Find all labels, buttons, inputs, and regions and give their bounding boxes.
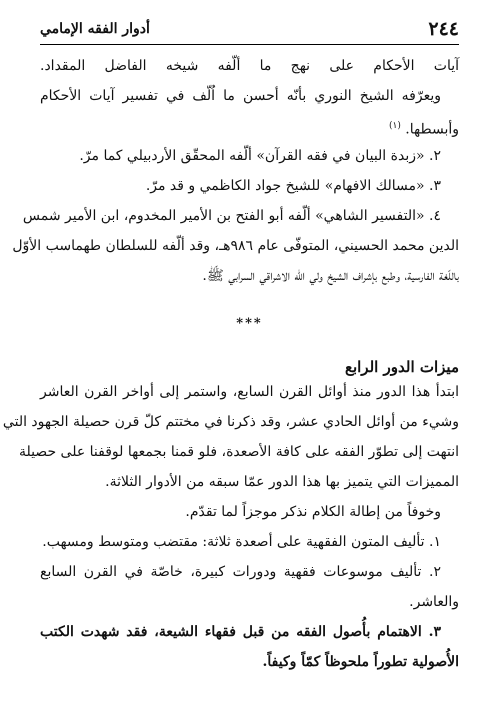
text-line: المميزات التي يتميز بها هذا الدور عمّا سبقه من الأدوار الثلاثة. [105,474,459,490]
list-item: ٢. تأليف موسوعات فقهية ودورات كبيرة، خاصّة في القرن السابع [40,564,441,580]
text-line: آيات الأحكام على نهج ما ألّفه شيخه الفاضل المقداد. [40,58,459,74]
list-item: ١. تأليف المتون الفقهية على أصعدة ثلاثة: مقتضب ومتوسط ومسهب. [42,534,441,550]
text-line [40,118,459,148]
text-line: ابتدأ هذا الدور منذ أوائل القرن السابع، واستمر إلى أواخر القرن العاشر [40,384,459,400]
list-item: ٢. «زبدة البيان في فقه القرآن» ألّفه المحقّق الأردبيلي كما مرّ. [79,148,441,164]
text-line: وشيء من أوائل الحادي عشر، وقد ذكرنا في مختتم كلّ قرن حصيلة الجهود التي [2,414,459,430]
section-separator: *** [236,316,263,331]
list-item: ٣. «مسالك الافهام» للشيخ جواد الكاظمي و قد مرّ. [145,178,441,194]
text-line: وخوفاً من إطالة الكلام نذكر موجزاً لما تقدّم. [185,504,441,520]
list-item: ٤. «التفسير الشاهي» ألّفه أبو الفتح بن الأمير المخدوم، ابن الأمير شمس [22,208,441,224]
text-line: الأُصولية تطوراً ملحوظاً كمّاً وكيفاً. [262,654,459,670]
running-title: أدوار الفقه الإمامي [40,21,150,37]
page-number: ٢٤٤ [428,18,459,40]
text-line: والعاشر. [409,594,459,610]
text-line: ويعرّفه الشيخ النوري بأنّه أحسن ما اُلّف في تفسير آيات الأحكام [40,88,441,104]
page-header [40,14,459,45]
page-body [2,58,459,699]
footnote-ref: (١) [388,121,401,131]
section-heading: ميزات الدور الرابع [344,358,459,376]
text-fragment: وأبسطها. [405,121,459,138]
text-line: انتهت إلى تطوّر الفقه على كافة الأصعدة، فلو قمنا بجمعها لوقفنا على حصيلة [18,444,459,460]
text-line: باللّغة الفارسية، وطبع بإشراف الشيخ ولي الله الاشراقي السرابي ﷺ. [202,268,459,284]
text-line: الدين محمد الحسيني، المتوفّى عام ٩٨٦هـ، وقد ألّفه للسلطان طهماسب الأوّل [12,238,459,254]
list-item: ٣. الاهتمام بأُصول الفقه من قبل فقهاء الشيعة، فقد شهدت الكتب [40,624,441,640]
